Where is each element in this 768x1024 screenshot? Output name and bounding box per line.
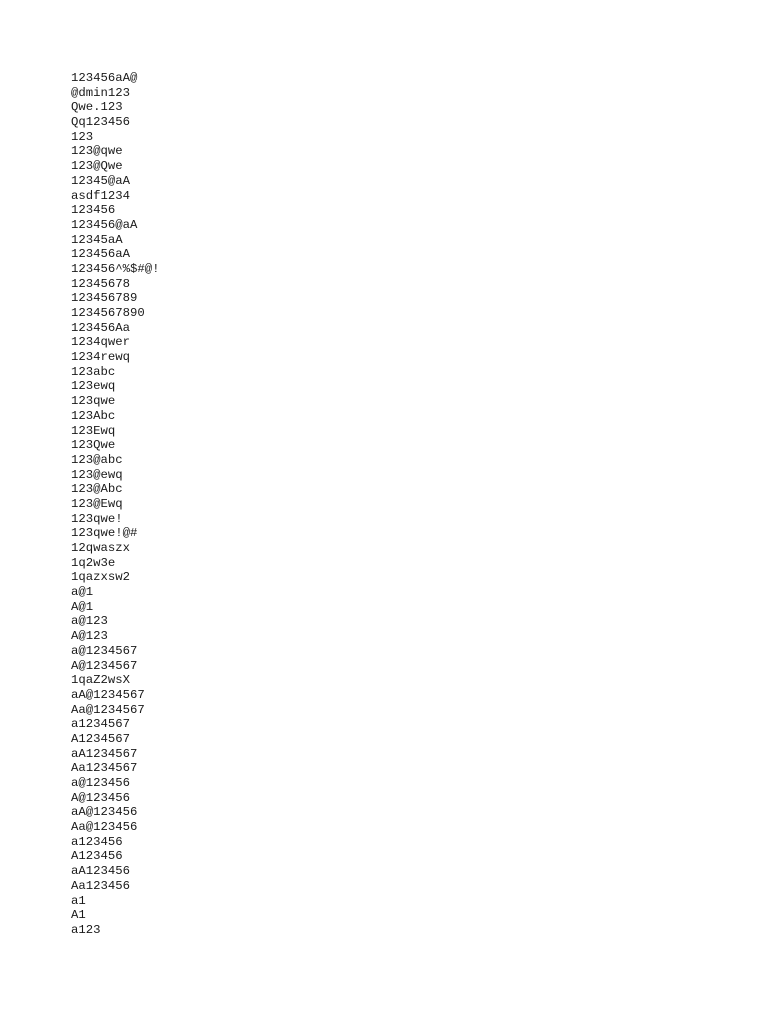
text-line: Aa@1234567 (71, 702, 145, 717)
text-line: aA123456 (71, 864, 131, 879)
text-line: 12345aA (71, 232, 123, 247)
text-line: 1234rewq (71, 350, 131, 365)
text-line: a123456 (71, 834, 123, 849)
text-line: Aa@123456 (71, 820, 138, 835)
text-line: 123abc (71, 364, 116, 379)
text-line: Aa123456 (71, 878, 131, 893)
text-line: 1234qwer (71, 335, 131, 350)
text-line: 123456^%$#@! (71, 261, 160, 276)
text-line: A@1 (71, 599, 94, 614)
text-line: 1q2w3e (71, 555, 116, 570)
text-line: a@1 (71, 585, 94, 600)
text-line: 12345@aA (71, 173, 131, 188)
text-line: aA1234567 (71, 746, 138, 761)
text-line: a@123456 (71, 776, 131, 790)
text-line: 123@abc (71, 452, 123, 467)
text-line: 123456aA@ (71, 71, 138, 85)
text-line: 12qwaszx (71, 541, 131, 555)
text-line: a1 (71, 893, 86, 908)
text-line: 123Ewq (71, 423, 116, 438)
text-line: A@123 (71, 629, 108, 644)
text-line: 123@Qwe (71, 159, 123, 174)
text-line: 123@qwe (71, 144, 123, 159)
text-line: a123 (71, 922, 101, 937)
password-list (71, 71, 160, 938)
text-line: A1 (71, 908, 86, 923)
text-line: 123@ewq (71, 467, 123, 482)
text-line: 12345678 (71, 276, 131, 291)
text-line: 123 (71, 129, 94, 144)
text-line: 1234567890 (71, 306, 145, 320)
text-line: 1qazxsw2 (71, 570, 131, 585)
text-line: 123456Aa (71, 320, 131, 335)
text-line: 123@Abc (71, 482, 123, 497)
text-line: a@1234567 (71, 643, 138, 658)
text-line: aA@123456 (71, 805, 138, 820)
text-line: 123456aA (71, 247, 131, 262)
text-line: 123@Ewq (71, 496, 123, 511)
text-line: 123456@aA (71, 217, 138, 232)
text-line: 1qaZ2wsX (71, 673, 131, 688)
text-line: A@123456 (71, 790, 131, 805)
text-line: a1234567 (71, 717, 131, 732)
text-line: 123Abc (71, 408, 116, 423)
text-line: A@1234567 (71, 658, 138, 673)
text-line: 123456 (71, 203, 116, 218)
text-line: @dmin123 (71, 85, 131, 100)
text-line: 123ewq (71, 379, 116, 394)
text-line: Qq123456 (71, 115, 131, 130)
text-line: Qwe.123 (71, 100, 123, 115)
text-line: Aa1234567 (71, 761, 138, 776)
text-line: 123Qwe (71, 438, 116, 453)
text-line: 123qwe! (71, 511, 123, 526)
text-line: aA@1234567 (71, 687, 145, 702)
text-line: 123qwe (71, 394, 116, 409)
text-line: a@123 (71, 614, 108, 629)
text-line: 123456789 (71, 291, 138, 306)
text-line: A123456 (71, 849, 123, 864)
text-line: A1234567 (71, 731, 131, 746)
text-line: asdf1234 (71, 188, 131, 203)
text-line: 123qwe!@# (71, 526, 138, 541)
